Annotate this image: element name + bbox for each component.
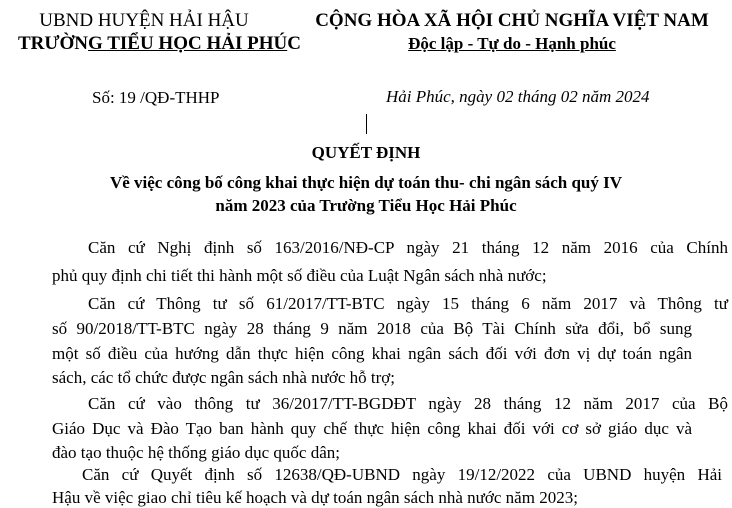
paragraph-3-line-3: đào tạo thuộc hệ thống giáo dục quốc dân; bbox=[52, 443, 340, 462]
paragraph-1-line-1: Căn cứ Nghị định số 163/2016/NĐ-CP ngày 21 tháng 12 năm 2016 của Chính bbox=[88, 238, 728, 257]
school-name-part3: C bbox=[287, 33, 301, 54]
national-title: CỘNG HÒA XÃ HỘI CHỦ NGHĨA VIỆT NAM bbox=[315, 10, 709, 31]
paragraph-2-line-2: số 90/2018/TT-BTC ngày 28 tháng 9 năm 2018 của Bộ Tài Chính sửa đổi, bổ sung bbox=[52, 319, 692, 338]
document-number: Số: 19 /QĐ-THHP bbox=[92, 88, 220, 107]
paragraph-3-line-1: Căn cứ vào thông tư 36/2017/TT-BGDĐT ngày 28 tháng 12 năm 2017 của Bộ bbox=[88, 394, 728, 413]
issuing-authority: UBND HUYỆN HẢI HẬU bbox=[39, 10, 249, 31]
paragraph-2-line-1: Căn cứ Thông tư số 61/2017/TT-BTC ngày 15 tháng 6 năm 2017 và Thông tư bbox=[88, 294, 728, 313]
paragraph-1-line-2: phủ quy định chi tiết thi hành một số điều của Luật Ngân sách nhà nước; bbox=[52, 266, 547, 285]
paragraph-3-line-2: Giáo Dục và Đào Tạo ban hành quy chế thực hiện công khai đối với cơ sở giáo dục và bbox=[52, 419, 692, 438]
national-motto bbox=[302, 34, 722, 54]
paragraph-4-line-1: Căn cứ Quyết định số 12638/QĐ-UBND ngày 19/12/2022 của UBND huyện Hải bbox=[82, 465, 722, 484]
place-date: Hải Phúc, ngày 02 tháng 02 năm 2024 bbox=[386, 87, 650, 106]
paragraph-2-line-3: một số điều của hướng dẫn thực hiện công khai ngân sách đối với đơn vị dự toán ngân bbox=[52, 344, 692, 363]
paragraph-2-line-4: sách, các tổ chức được ngân sách nhà nước hỗ trợ; bbox=[52, 368, 396, 387]
document-title: QUYẾT ĐỊNH bbox=[311, 143, 421, 162]
school-name bbox=[18, 33, 301, 55]
document-subject-line-1: Về việc công bố công khai thực hiện dự toán thu- chi ngân sách quý IV bbox=[109, 173, 623, 192]
document-subject-line-2: năm 2023 của Trường Tiểu Học Hải Phúc bbox=[215, 196, 517, 215]
paragraph-4-line-2: Hậu về việc giao chỉ tiêu kế hoạch và dự toán ngân sách nhà nước năm 2023; bbox=[52, 488, 578, 507]
national-motto-text: Độc lập - Tự do - Hạnh phúc bbox=[408, 34, 616, 53]
school-name-part1: TRƯỜN bbox=[18, 33, 89, 54]
text-cursor bbox=[366, 114, 367, 134]
school-name-part2: G TIỂU HỌC HẢI PHÚ bbox=[88, 33, 288, 54]
